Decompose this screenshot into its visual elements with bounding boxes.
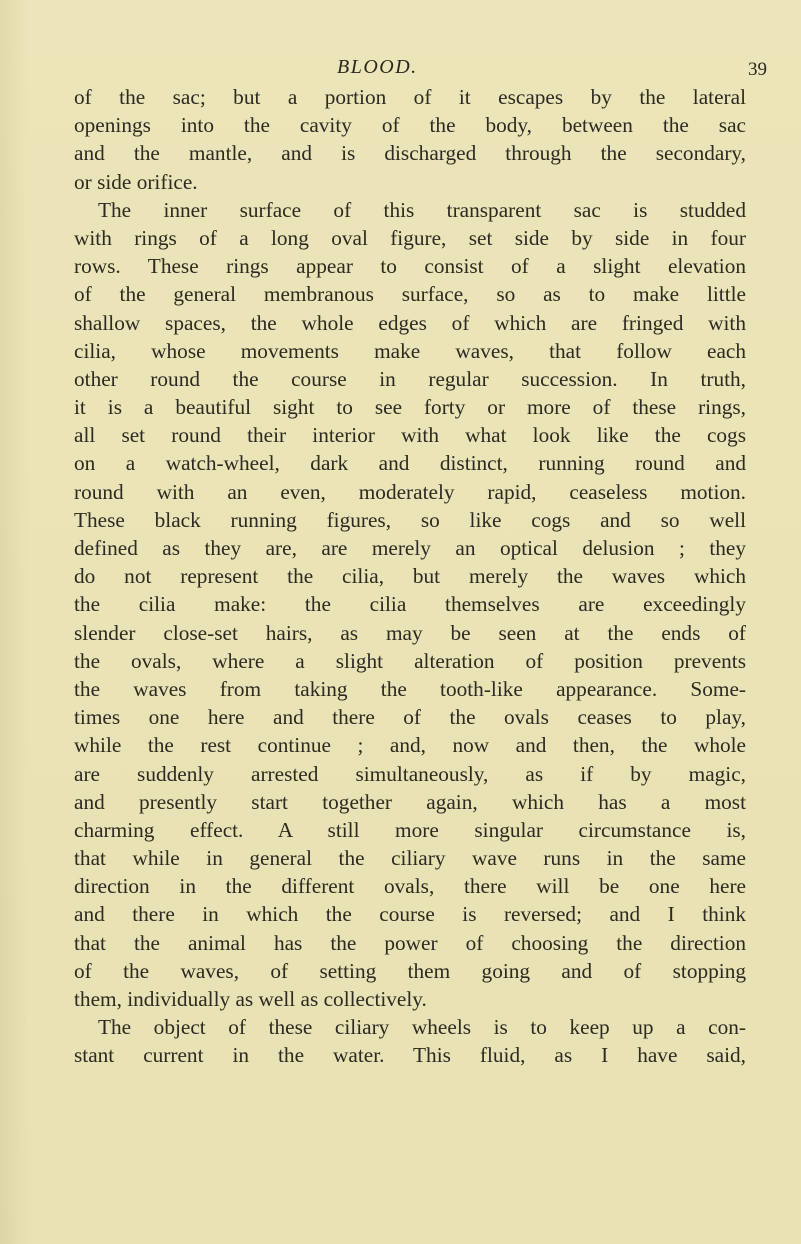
text-line: openings into the cavity of the body, between the sac bbox=[74, 113, 746, 138]
text-line: on a watch-wheel, dark and distinct, running round and bbox=[74, 451, 746, 476]
text-line: that the animal has the power of choosing the direction bbox=[74, 930, 746, 955]
text-line: round with an even, moderately rapid, ceaseless motion. bbox=[74, 479, 746, 504]
running-head bbox=[0, 50, 801, 80]
text-line: or side orifice. bbox=[74, 169, 198, 194]
text-line: and presently start together again, which has a most bbox=[74, 789, 746, 814]
text-line: slender close-set hairs, as may be seen at the ends of bbox=[74, 620, 746, 645]
text-line: do not represent the cilia, but merely the waves which bbox=[74, 564, 746, 589]
text-line: The inner surface of this transparent sac is studded bbox=[98, 197, 746, 222]
body-text bbox=[74, 83, 746, 1070]
text-line: and the mantle, and is discharged through the secondary, bbox=[74, 141, 746, 166]
text-line: The object of these ciliary wheels is to keep up a con- bbox=[98, 1015, 746, 1040]
text-line: are suddenly arrested simultaneously, as if by magic, bbox=[74, 761, 746, 786]
text-line: charming effect. A still more singular circumstance is, bbox=[74, 817, 746, 842]
text-line: shallow spaces, the whole edges of which are fringed with bbox=[74, 310, 746, 335]
text-line: the ovals, where a slight alteration of position prevents bbox=[74, 648, 746, 673]
text-line: other round the course in regular succession. In truth, bbox=[74, 366, 746, 391]
text-line: the waves from taking the tooth-like appearance. Some- bbox=[74, 676, 746, 701]
text-line: of the general membranous surface, so as to make little bbox=[74, 282, 746, 307]
text-line: it is a beautiful sight to see forty or more of these rings, bbox=[74, 395, 746, 420]
text-line: These black running figures, so like cogs and so well bbox=[74, 507, 746, 532]
text-line: stant current in the water. This fluid, as I have said, bbox=[74, 1043, 746, 1068]
text-line: rows. These rings appear to consist of a slight elevation bbox=[74, 254, 746, 279]
text-line: them, individually as well as collectively. bbox=[74, 987, 427, 1011]
text-line: of the sac; but a portion of it escapes by the lateral bbox=[74, 85, 746, 109]
text-line: with rings of a long oval figure, set side by side in four bbox=[74, 225, 746, 250]
text-line: and there in which the course is reversed; and I think bbox=[74, 902, 746, 927]
text-line: all set round their interior with what look like the cogs bbox=[74, 423, 746, 448]
text-line: while the rest continue ; and, now and then, the whole bbox=[74, 733, 746, 758]
running-head-title: BLOOD. bbox=[337, 56, 418, 78]
text-line: the cilia make: the cilia themselves are exceedingly bbox=[74, 592, 746, 617]
text-line: defined as they are, are merely an optical delusion ; they bbox=[74, 536, 746, 560]
text-line: of the waves, of setting them going and of stopping bbox=[74, 958, 746, 983]
text-line: that while in general the ciliary wave runs in the same bbox=[74, 846, 746, 871]
text-line: direction in the different ovals, there will be one here bbox=[74, 874, 746, 899]
text-line: times one here and there of the ovals ceases to play, bbox=[74, 705, 746, 730]
page-number: 39 bbox=[748, 59, 767, 80]
text-line: cilia, whose movements make waves, that follow each bbox=[74, 338, 746, 363]
